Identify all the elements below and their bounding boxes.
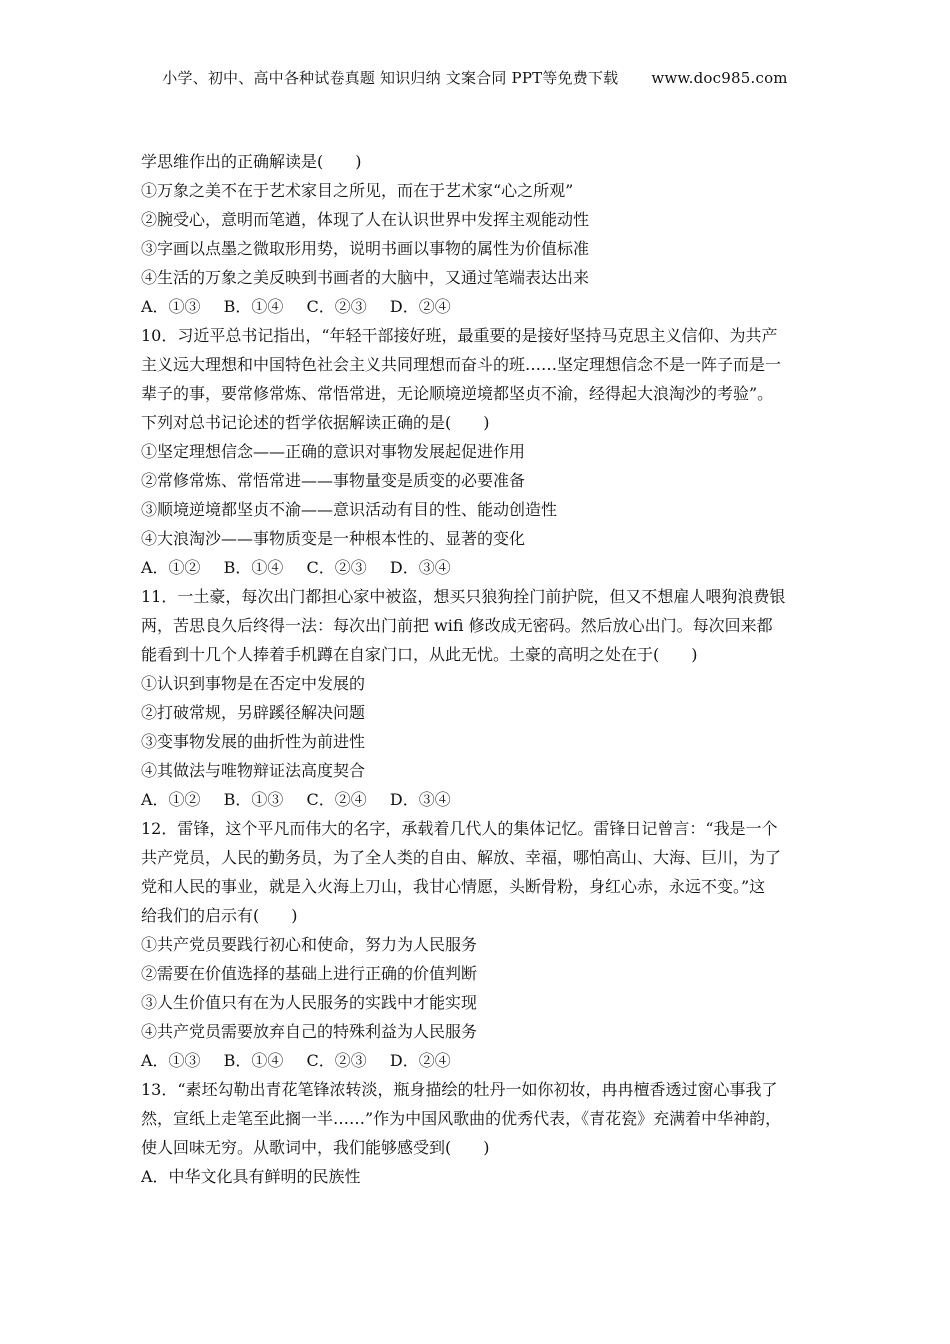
question-option: ③字画以点墨之微取形用势，说明书画以事物的属性为价值标准 xyxy=(141,239,590,258)
question-option: ①共产党员要践行初心和使命，努力为人民服务 xyxy=(141,935,478,954)
answer-choice-a: A．①② xyxy=(141,790,201,809)
question-option: ④其做法与唯物辩证法高度契合 xyxy=(141,761,366,780)
answer-choice-d: D．③④ xyxy=(389,790,451,809)
question-stem-line: 党和人民的事业，就是入火海上刀山，我甘心情愿，头断骨粉，身红心赤，永远不变。”这 xyxy=(141,877,766,896)
question-stem-line: 10．习近平总书记指出，“年轻干部接好班，最重要的是接好坚持马克思主义信仰、为共产 xyxy=(141,326,778,345)
question-stem-line: 学思维作出的正确解读是( ) xyxy=(141,152,362,171)
answer-choice-c: C．②③ xyxy=(306,558,367,577)
question-11 xyxy=(141,582,813,814)
page-header xyxy=(0,67,950,88)
answer-choices xyxy=(141,292,813,321)
answer-choice-d: D．②④ xyxy=(389,297,451,316)
question-option: ②打破常规，另辟蹊径解决问题 xyxy=(141,703,366,722)
question-stem-line: 11．一土豪，每次出门都担心家中被盗，想买只狼狗拴门前护院，但又不想雇人喂狗浪费银 xyxy=(141,587,786,606)
answer-choice-d: D．②④ xyxy=(389,1051,451,1070)
header-text: 小学、初中、高中各种试卷真题 知识归纳 文案合同 PPT等免费下载 xyxy=(162,69,619,87)
question-stem-line: 两，苦思良久后终得一法：每次出门前把 wifi 修改成无密码。然后放心出门。每次回来都 xyxy=(141,616,773,635)
question-12 xyxy=(141,814,813,1075)
answer-choice-c: C．②③ xyxy=(306,1051,367,1070)
answer-choice-b: B．①③ xyxy=(223,790,284,809)
answer-choice-a: A．①③ xyxy=(141,297,201,316)
answer-choices xyxy=(141,785,813,814)
answer-choice-c: C．②③ xyxy=(306,297,367,316)
question-option: ②腕受心，意明而笔遒，体现了人在认识世界中发挥主观能动性 xyxy=(141,210,590,229)
question-10 xyxy=(141,321,813,582)
question-9 xyxy=(141,147,813,321)
question-stem-line: 下列对总书记论述的哲学依据解读正确的是( ) xyxy=(141,413,490,432)
question-option: ④大浪淘沙——事物质变是一种根本性的、显著的变化 xyxy=(141,529,526,548)
question-stem-line: 给我们的启示有( ) xyxy=(141,906,298,925)
answer-choices xyxy=(141,1046,813,1075)
question-option: ④共产党员需要放弃自己的特殊利益为人民服务 xyxy=(141,1022,478,1041)
answer-choices xyxy=(141,553,813,582)
question-option: ②常修常炼、常悟常进——事物量变是质变的必要准备 xyxy=(141,471,526,490)
question-option: ③顺境逆境都坚贞不渝——意识活动有目的性、能动创造性 xyxy=(141,500,558,519)
question-stem-line: 12．雷锋，这个平凡而伟大的名字，承载着几代人的集体记忆。雷锋日记曾言：“我是一个 xyxy=(141,819,778,838)
header-site-url: www.doc985.com xyxy=(651,69,788,87)
question-option: ①认识到事物是在否定中发展的 xyxy=(141,674,366,693)
question-13 xyxy=(141,1075,813,1191)
question-option: ②需要在价值选择的基础上进行正确的价值判断 xyxy=(141,964,478,983)
question-stem-line: 辈子的事，要常修常炼、常悟常进，无论顺境逆境都坚贞不渝，经得起大浪淘沙的考验”。 xyxy=(141,384,774,403)
answer-choice-b: B．①④ xyxy=(223,558,284,577)
answer-choice-a: A．①③ xyxy=(141,1051,201,1070)
question-option: ③人生价值只有在为人民服务的实践中才能实现 xyxy=(141,993,478,1012)
question-option: A．中华文化具有鲜明的民族性 xyxy=(141,1167,361,1186)
answer-choice-a: A．①② xyxy=(141,558,201,577)
question-stem-line: 能看到十几个人捧着手机蹲在自家门口，从此无忧。土豪的高明之处在于( ) xyxy=(141,645,698,664)
question-stem-line: 使人回味无穷。从歌词中，我们能够感受到( ) xyxy=(141,1138,490,1157)
question-option: ③变事物发展的曲折性为前进性 xyxy=(141,732,366,751)
answer-choice-b: B．①④ xyxy=(223,1051,284,1070)
question-option: ①万象之美不在于艺术家目之所见，而在于艺术家“心之所观” xyxy=(141,181,574,200)
question-stem-line: 主义远大理想和中国特色社会主义共同理想而奋斗的班……坚定理想信念不是一阵子而是一 xyxy=(141,355,782,374)
question-option: ④生活的万象之美反映到书画者的大脑中，又通过笔端表达出来 xyxy=(141,268,590,287)
question-stem-line: 然，宣纸上走笔至此搁一半……”作为中国风歌曲的优秀代表，《青花瓷》充满着中华神韵， xyxy=(141,1109,782,1128)
answer-choice-d: D．③④ xyxy=(389,558,451,577)
exam-content xyxy=(141,147,813,1191)
answer-choice-b: B．①④ xyxy=(223,297,284,316)
question-stem-line: 13．“素坯勾勒出青花笔锋浓转淡，瓶身描绘的牡丹一如你初妆，冉冉檀香透过窗心事我了 xyxy=(141,1080,778,1099)
question-option: ①坚定理想信念——正确的意识对事物发展起促进作用 xyxy=(141,442,526,461)
question-stem-line: 共产党员，人民的勤务员，为了全人类的自由、解放、幸福，哪怕高山、大海、巨川，为了 xyxy=(141,848,782,867)
answer-choice-c: C．②④ xyxy=(306,790,367,809)
